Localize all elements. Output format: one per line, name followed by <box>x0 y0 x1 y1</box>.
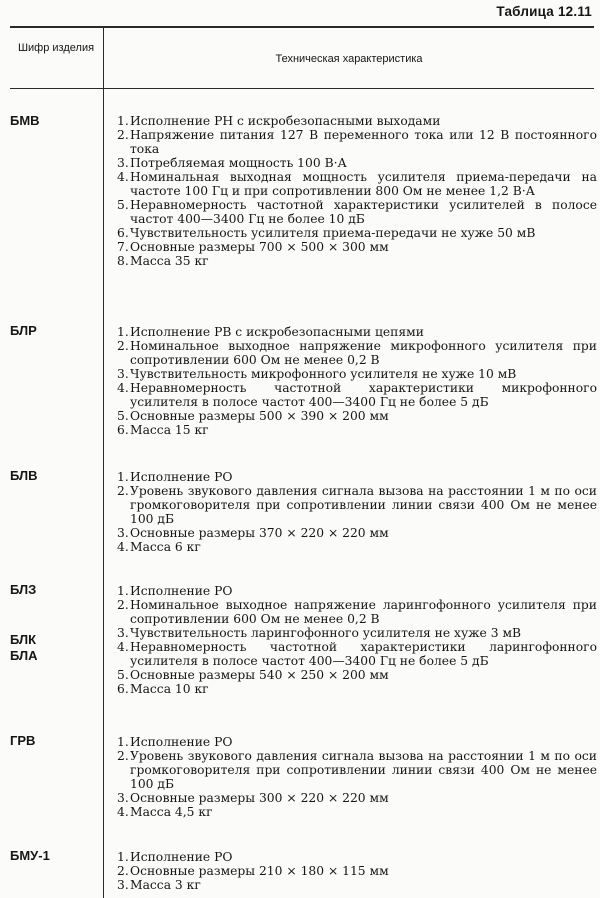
item-number: 6. <box>117 226 129 240</box>
characteristic-item <box>117 198 597 226</box>
characteristic-item <box>117 381 597 409</box>
item-number: 2. <box>117 484 129 498</box>
item-number: 3. <box>117 626 129 640</box>
characteristic-item <box>117 114 597 128</box>
characteristic-item <box>117 367 597 381</box>
item-text: Основные размеры 300 × 220 × 220 мм <box>130 791 389 805</box>
characteristic-item <box>117 226 597 240</box>
item-number: 1. <box>117 114 129 128</box>
item-number: 8. <box>117 254 129 268</box>
header-characteristic-column: Техническая характеристика <box>275 53 423 65</box>
item-text: Неравномерность частотной характеристики усилителей в полосе частот 400—3400 Гц не более 10 дБ <box>130 198 597 226</box>
item-number: 5. <box>117 198 129 212</box>
characteristic-item <box>117 626 597 640</box>
characteristic-item <box>117 735 597 749</box>
item-number: 3. <box>117 156 129 170</box>
item-number: 1. <box>117 850 129 864</box>
item-number: 1. <box>117 325 129 339</box>
item-text: Неравномерность частотной характеристики микрофонного усилителя в полосе частот 400—3400 Гц не более 5 дБ <box>130 381 597 409</box>
item-text: Исполнение РО <box>130 735 233 749</box>
header-bottom-rule <box>10 88 594 89</box>
characteristic-item <box>117 156 597 170</box>
characteristic-item <box>117 805 597 819</box>
item-number: 4. <box>117 381 129 395</box>
item-number: 4. <box>117 805 129 819</box>
item-number: 5. <box>117 668 129 682</box>
item-number: 6. <box>117 423 129 437</box>
header-code-column: Шифр изделия <box>17 42 95 54</box>
item-text: Масса 3 кг <box>130 878 201 892</box>
item-text: Уровень звукового давления сигнала вызова на расстоянии 1 м по оси громкоговорителя при сопротивлении линии связи 400 Ом не менее 100 дБ <box>130 749 597 791</box>
characteristic-item <box>117 325 597 339</box>
item-number: 1. <box>117 470 129 484</box>
item-number: 6. <box>117 682 129 696</box>
column-divider <box>103 27 104 898</box>
characteristic-item <box>117 791 597 805</box>
item-text: Основные размеры 700 × 500 × 300 мм <box>130 240 389 254</box>
item-text: Масса 35 кг <box>130 254 209 268</box>
item-text: Чувствительность усилителя приема-передачи не хуже 50 мВ <box>130 226 536 240</box>
item-number: 3. <box>117 878 129 892</box>
item-text: Исполнение РВ с искробезопасными цепями <box>130 325 424 339</box>
product-code: БМУ-1 <box>10 848 50 863</box>
characteristic-group <box>117 114 597 268</box>
item-text: Исполнение РО <box>130 470 233 484</box>
item-text: Исполнение РО <box>130 584 233 598</box>
item-text: Основные размеры 210 × 180 × 115 мм <box>130 864 389 878</box>
characteristic-item <box>117 668 597 682</box>
item-number: 3. <box>117 367 129 381</box>
characteristic-item <box>117 409 597 423</box>
product-code: БЛЗ <box>10 582 37 597</box>
item-text: Основные размеры 500 × 390 × 200 мм <box>130 409 389 423</box>
characteristic-item <box>117 170 597 198</box>
item-number: 2. <box>117 339 129 353</box>
item-number: 1. <box>117 584 129 598</box>
item-text: Напряжение питания 127 В переменного тока или 12 В постоянного тока <box>130 128 597 156</box>
item-text: Исполнение РН с искробезопасными выходами <box>130 114 441 128</box>
characteristic-item <box>117 339 597 367</box>
product-code: ГРВ <box>10 733 36 748</box>
table-top-rule <box>10 26 594 28</box>
item-text: Номинальная выходная мощность усилителя приема-передачи на частоте 100 Гц и при сопротивлении 800 Ом не менее 1,2 В·А <box>130 170 597 198</box>
item-number: 2. <box>117 598 129 612</box>
characteristic-item <box>117 484 597 526</box>
characteristic-item <box>117 540 597 554</box>
characteristic-item <box>117 526 597 540</box>
characteristic-item <box>117 470 597 484</box>
item-text: Масса 15 кг <box>130 423 209 437</box>
item-text: Чувствительность микрофонного усилителя не хуже 10 мВ <box>130 367 517 381</box>
characteristic-item <box>117 240 597 254</box>
characteristic-item <box>117 584 597 598</box>
product-code: БЛА <box>10 648 38 663</box>
characteristic-group <box>117 584 597 696</box>
item-number: 4. <box>117 540 129 554</box>
product-code: БЛК <box>10 632 37 647</box>
item-text: Потребляемая мощность 100 В·А <box>130 156 347 170</box>
item-text: Основные размеры 370 × 220 × 220 мм <box>130 526 389 540</box>
item-text: Масса 4,5 кг <box>130 805 213 819</box>
characteristic-group <box>117 850 597 892</box>
characteristic-item <box>117 598 597 626</box>
item-number: 5. <box>117 409 129 423</box>
product-code: БЛВ <box>10 468 38 483</box>
characteristic-item <box>117 423 597 437</box>
characteristic-item <box>117 864 597 878</box>
item-number: 7. <box>117 240 129 254</box>
item-text: Уровень звукового давления сигнала вызова на расстоянии 1 м по оси громкоговорителя при сопротивлении линии связи 400 Ом не менее 100 дБ <box>130 484 597 526</box>
item-text: Основные размеры 540 × 250 × 200 мм <box>130 668 389 682</box>
item-text: Неравномерность частотной характеристики ларингофонного усилителя в полосе частот 400—3400 Гц не более 5 дБ <box>130 640 597 668</box>
item-number: 2. <box>117 128 129 142</box>
characteristic-item <box>117 254 597 268</box>
item-number: 3. <box>117 526 129 540</box>
characteristic-item <box>117 640 597 668</box>
item-number: 3. <box>117 791 129 805</box>
item-text: Исполнение РО <box>130 850 233 864</box>
characteristic-item <box>117 749 597 791</box>
product-code: БЛР <box>10 323 37 338</box>
item-text: Масса 10 кг <box>130 682 209 696</box>
item-text: Масса 6 кг <box>130 540 201 554</box>
characteristic-item <box>117 682 597 696</box>
item-number: 4. <box>117 170 129 184</box>
item-number: 4. <box>117 640 129 654</box>
table-caption: Таблица 12.11 <box>496 4 592 19</box>
item-number: 1. <box>117 735 129 749</box>
item-text: Номинальное выходное напряжение микрофонного усилителя при сопротивлении 600 Ом не менее 0,2 В <box>130 339 597 367</box>
characteristic-item <box>117 878 597 892</box>
characteristic-group <box>117 470 597 554</box>
item-text: Номинальное выходное напряжение ларингофонного усилителя при сопротивлении 600 Ом не менее 0,2 В <box>130 598 597 626</box>
characteristic-group <box>117 325 597 437</box>
characteristic-item <box>117 850 597 864</box>
characteristic-item <box>117 128 597 156</box>
characteristic-group <box>117 735 597 819</box>
item-text: Чувствительность ларингофонного усилителя не хуже 3 мВ <box>130 626 522 640</box>
item-number: 2. <box>117 749 129 763</box>
item-number: 2. <box>117 864 129 878</box>
product-code: БМВ <box>10 113 40 128</box>
